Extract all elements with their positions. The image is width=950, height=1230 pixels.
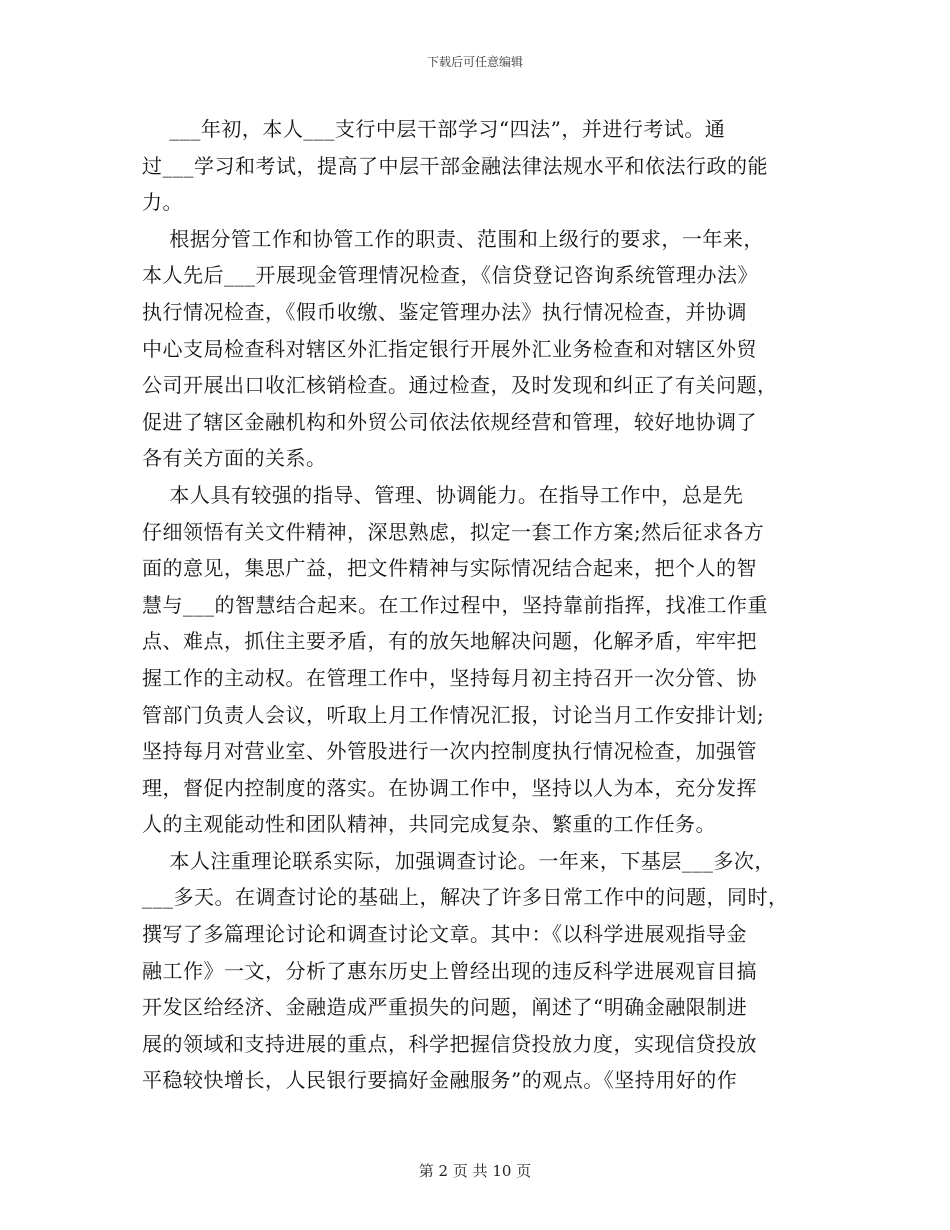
text-line: 根据分管工作和协管工作的职责、范围和上级行的要求，一年来，: [142, 226, 764, 251]
text-line: 撰写了多篇理论讨论和调查讨论文章。其中：《以科学进展观指导金: [142, 922, 747, 947]
text-line: ___年初，本人___支行中层干部学习“四法”，并进行考试。通: [142, 117, 726, 141]
text-line: 本人注重理论联系实际，加强调查讨论。一年来，下基层___多次，: [142, 848, 775, 873]
text-line: 本人先后___开展现金管理情况检查，《信贷登记咨询系统管理办法》: [142, 263, 758, 288]
text-line: 坚持每月对营业室、外管股进行一次内控制度执行情况检查，加强管: [142, 739, 757, 764]
text-line: 过___学习和考试，提高了中层干部金融法律法规水平和依法行政的能: [142, 153, 768, 178]
text-line: 各有关方面的关系。: [142, 446, 327, 471]
text-line: 展的领域和支持进展的重点，科学把握信贷投放力度，实现信贷投放: [142, 1031, 757, 1056]
text-line: 握工作的主动权。在管理工作中，坚持每月初主持召开一次分管、协: [142, 665, 757, 690]
text-line: 慧与___的智慧结合起来。在工作过程中，坚持靠前指挥，找准工作重: [142, 592, 768, 617]
text-line: 融工作》一文，分析了惠东历史上曾经出现的违反科学进展观盲目搞: [142, 958, 757, 983]
text-line: 人的主观能动性和团队精神，共同完成复杂、繁重的工作任务。: [142, 812, 716, 837]
text-line: 促进了辖区金融机构和外贸公司依法依规经营和管理，较好地协调了: [142, 409, 757, 434]
header-note: 下载后可任意编辑: [426, 55, 523, 69]
body-text: [142, 111, 812, 1099]
text-line: 平稳较快增长，人民银行要搞好金融服务”的观点。《坚持用好的作: [142, 1068, 738, 1093]
text-line: 开发区给经济、金融造成严重损失的问题，阐述了“明确金融限制进: [142, 995, 748, 1020]
text-line: 公司开展出口收汇核销检查。通过检查，及时发现和纠正了有关问题，: [142, 373, 778, 398]
text-line: ___多天。在调查讨论的基础上，解决了许多日常工作中的问题，同时，: [142, 885, 789, 910]
text-line: 力。: [142, 190, 183, 215]
text-line: 仔细领悟有关文件精神，深思熟虑，拟定一套工作方案;然后征求各方: [142, 519, 765, 544]
text-line: 中心支局检查科对辖区外汇指定银行开展外汇业务检查和对辖区外贸: [142, 336, 757, 361]
text-line: 点、难点，抓住主要矛盾，有的放矢地解决问题，化解矛盾，牢牢把: [142, 629, 757, 654]
text-line: 管部门负责人会议，听取上月工作情况汇报，讨论当月工作安排计划;: [142, 702, 765, 727]
text-line: 执行情况检查，《假币收缴、鉴定管理办法》执行情况检查，并协调: [142, 299, 747, 324]
page-number-footer: 第 2 页 共 10 页: [418, 1162, 532, 1180]
text-line: 本人具有较强的指导、管理、协调能力。在指导工作中，总是先: [142, 482, 744, 507]
text-line: 理，督促内控制度的落实。在协调工作中，坚持以人为本，充分发挥: [142, 775, 757, 800]
text-line: 面的意见，集思广益，把文件精神与实际情况结合起来，把个人的智: [142, 556, 757, 581]
